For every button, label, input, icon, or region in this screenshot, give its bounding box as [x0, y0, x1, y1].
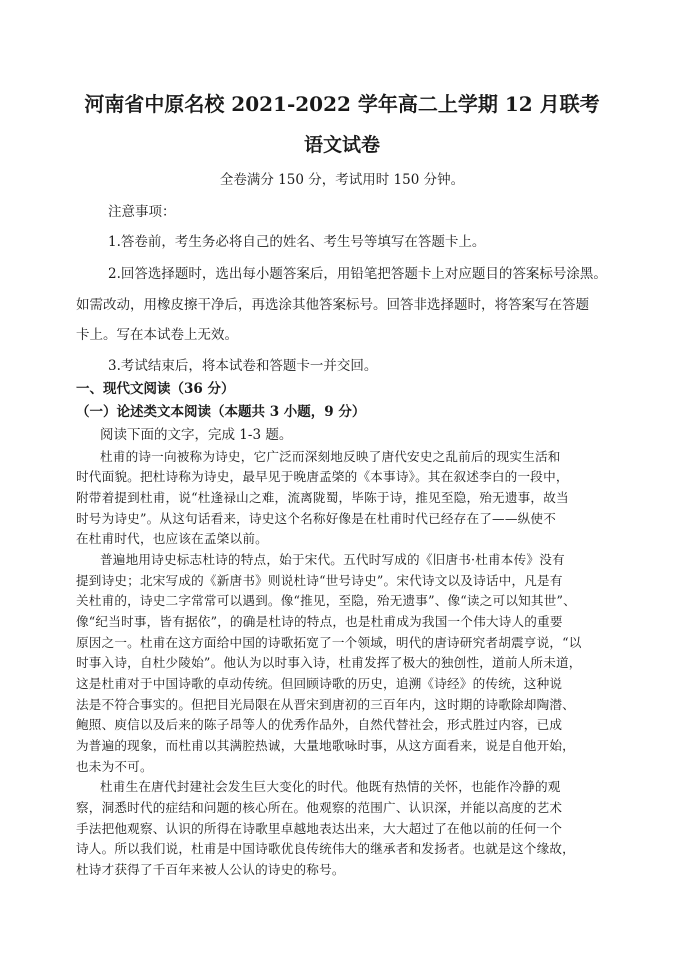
passage-line: 手法把他观察、认识的所得在诗歌里卓越地表达出来，大大超过了在他以前的任何一个	[76, 821, 563, 836]
passage-line: 原因之一。杜甫在这方面给中国的诗歌拓宽了一个领域，明代的唐诗研究者胡震亨说，“以	[76, 635, 582, 650]
exam-title: 河南省中原名校 2021-2022 学年高二上学期 12 月联考	[84, 92, 600, 116]
passage-line: 普遍地用诗史标志杜诗的特点，始于宋代。五代时写成的《旧唐书·杜甫本传》没有	[100, 552, 565, 567]
passage-line: 诗人。所以我们说，杜甫是中国诗歌优良传统伟大的继承者和发扬者。也就是这个缘故，	[76, 841, 575, 856]
passage-line: 杜甫生在唐代封建社会发生巨大变化的时代。他既有热情的关怀，也能作冷静的观	[100, 779, 561, 794]
reading-instruction: 阅读下面的文字，完成 1-3 题。	[100, 427, 293, 443]
passage-line: 杜诗才获得了千百年来被人公认的诗史的称号。	[76, 862, 345, 877]
passage-line: 提到诗史；北宋写成的《新唐书》则说杜诗“世号诗史”。宋代诗文以及诗话中，凡是有	[76, 573, 563, 588]
section-subtitle: （一）论述类文本阅读（本题共 3 小题，9 分）	[76, 404, 366, 420]
passage-line: 时代面貌。把杜诗称为诗史，最早见于晚唐孟棨的《本事诗》。其在叙述李白的一段中，	[76, 469, 569, 484]
passage-line: 为普遍的现象，而杜甫以其满腔热诚，大量地歌咏时事，从这方面看来，说是自他开始，	[76, 738, 575, 753]
section-title: 一、现代文阅读（36 分）	[76, 381, 235, 397]
notice-item-2: 2.回答选择题时，选出每小题答案后，用铅笔把答题卡上对应题目的答案标号涂黑。	[108, 266, 607, 282]
passage-line: 在杜甫时代，也应该在孟棨以前。	[76, 531, 268, 546]
exam-meta: 全卷满分 150 分，考试用时 150 分钟。	[219, 172, 465, 188]
passage-line: 附带着提到杜甫，说“杜逢禄山之难，流离陇蜀，毕陈于诗，推见至隐，殆无遗事，故当	[76, 490, 569, 505]
passage-line: 时号为诗史”。从这句话看来，诗史这个名称好像是在杜甫时代已经存在了——纵使不	[76, 511, 557, 526]
passage-line: 时事入诗，自杜少陵始”。他认为以时事入诗，杜甫发挥了极大的独创性，道前人所未道，	[76, 655, 582, 670]
passage-line: 也未为不可。	[76, 759, 153, 774]
passage-line: 察，洞悉时代的症结和问题的核心所在。他观察的范围广、认识深，并能以高度的艺术	[76, 800, 563, 815]
notice-heading: 注意事项：	[108, 204, 176, 220]
notice-item-1: 1.答卷前，考生务必将自己的姓名、考生号等填写在答题卡上。	[108, 234, 486, 250]
notice-item-2-end: 卡上。写在本试卷上无效。	[76, 327, 238, 343]
passage-line: 鲍照、庾信以及后来的陈子昂等人的优秀作品外，自然代替社会，形式胜过内容，已成	[76, 717, 563, 732]
notice-item-3: 3.考试结束后，将本试卷和答题卡一并交回。	[108, 358, 378, 374]
passage-line: 关杜甫的，诗史二字常常可以遇到。像“推见，至隐，殆无遗事”、像“读之可以知其世”、	[76, 593, 576, 608]
passage-line: 像“纪当时事，皆有据依”，的确是杜诗的特点，也是杜甫成为我国一个伟大诗人的重要	[76, 614, 563, 629]
passage-line: 杜甫的诗一向被称为诗史，它广泛而深刻地反映了唐代安史之乱前后的现实生活和	[100, 449, 561, 464]
exam-subtitle: 语文试卷	[303, 134, 380, 156]
passage-line: 这是杜甫对于中国诗歌的卓动传统。但回顾诗歌的历史，追溯《诗经》的传统，这种说	[76, 676, 563, 691]
notice-item-2-cont: 如需改动，用橡皮擦干净后，再选涂其他答案标号。回答非选择题时，将答案写在答题	[76, 297, 589, 313]
passage-line: 法是不符合事实的。但把目光局限在从晋宋到唐初的三百年内，这时期的诗歌除却陶潜、	[76, 697, 575, 712]
